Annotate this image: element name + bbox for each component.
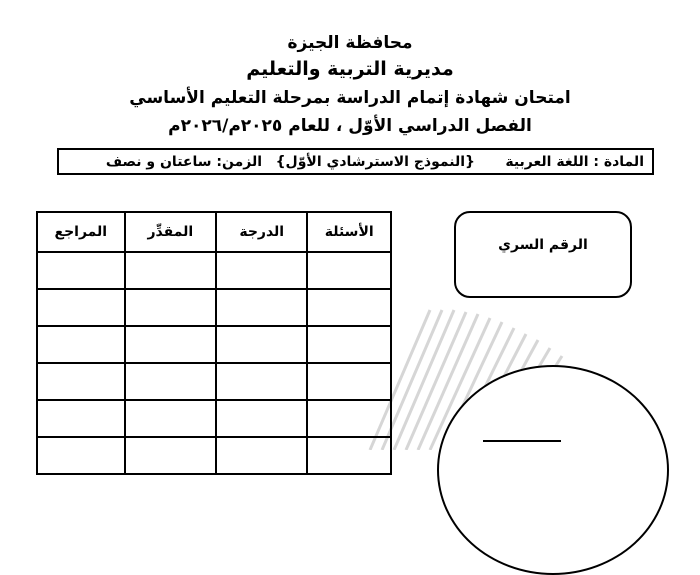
table-cell xyxy=(37,289,125,326)
header-questions: الأسئلة xyxy=(307,212,391,252)
table-cell xyxy=(125,289,216,326)
table-cell xyxy=(216,437,307,474)
table-cell xyxy=(216,400,307,437)
table-row xyxy=(37,363,391,400)
table-cell xyxy=(125,400,216,437)
secret-number-label: الرقم السري xyxy=(498,237,588,253)
table-row xyxy=(37,437,391,474)
table-cell xyxy=(307,252,391,289)
table-cell xyxy=(216,289,307,326)
table-cell xyxy=(125,363,216,400)
directorate-title: مديرية التربية والتعليم xyxy=(246,58,454,80)
table-cell xyxy=(307,400,391,437)
table-cell xyxy=(37,363,125,400)
table-cell xyxy=(37,437,125,474)
table-row xyxy=(37,289,391,326)
grades-header-row xyxy=(37,212,391,252)
governorate-title: محافظة الجيزة xyxy=(287,33,413,53)
table-cell xyxy=(125,252,216,289)
table-row xyxy=(37,252,391,289)
table-row xyxy=(37,326,391,363)
table-cell xyxy=(125,326,216,363)
term-title: الفصل الدراسي الأوّل ، للعام ٢٠٢٥م/٢٠٢٦م xyxy=(168,116,532,136)
table-cell xyxy=(125,437,216,474)
table-cell xyxy=(307,363,391,400)
secret-number-box xyxy=(454,211,632,298)
table-cell xyxy=(37,326,125,363)
table-cell xyxy=(216,326,307,363)
table-cell xyxy=(307,289,391,326)
table-cell xyxy=(216,363,307,400)
model-label: {النموذج الاسترشادي الأوّل} xyxy=(275,154,475,170)
subject-bar xyxy=(57,148,654,175)
stamp-circle xyxy=(437,365,669,575)
table-cell xyxy=(307,437,391,474)
table-cell xyxy=(37,400,125,437)
table-cell xyxy=(307,326,391,363)
exam-title: امتحان شهادة إتمام الدراسة بمرحلة التعليم الأساسي xyxy=(129,88,571,108)
table-cell xyxy=(216,252,307,289)
subject-label: المادة : اللغة العربية xyxy=(505,154,644,170)
table-cell xyxy=(37,252,125,289)
header-grader: المقدِّر xyxy=(125,212,216,252)
stamp-line xyxy=(483,440,561,442)
time-label: الزمن: ساعتان و نصف xyxy=(105,154,262,170)
table-row xyxy=(37,400,391,437)
header-reviewer: المراجع xyxy=(37,212,125,252)
header-grade: الدرجة xyxy=(216,212,307,252)
grades-table xyxy=(36,211,392,475)
